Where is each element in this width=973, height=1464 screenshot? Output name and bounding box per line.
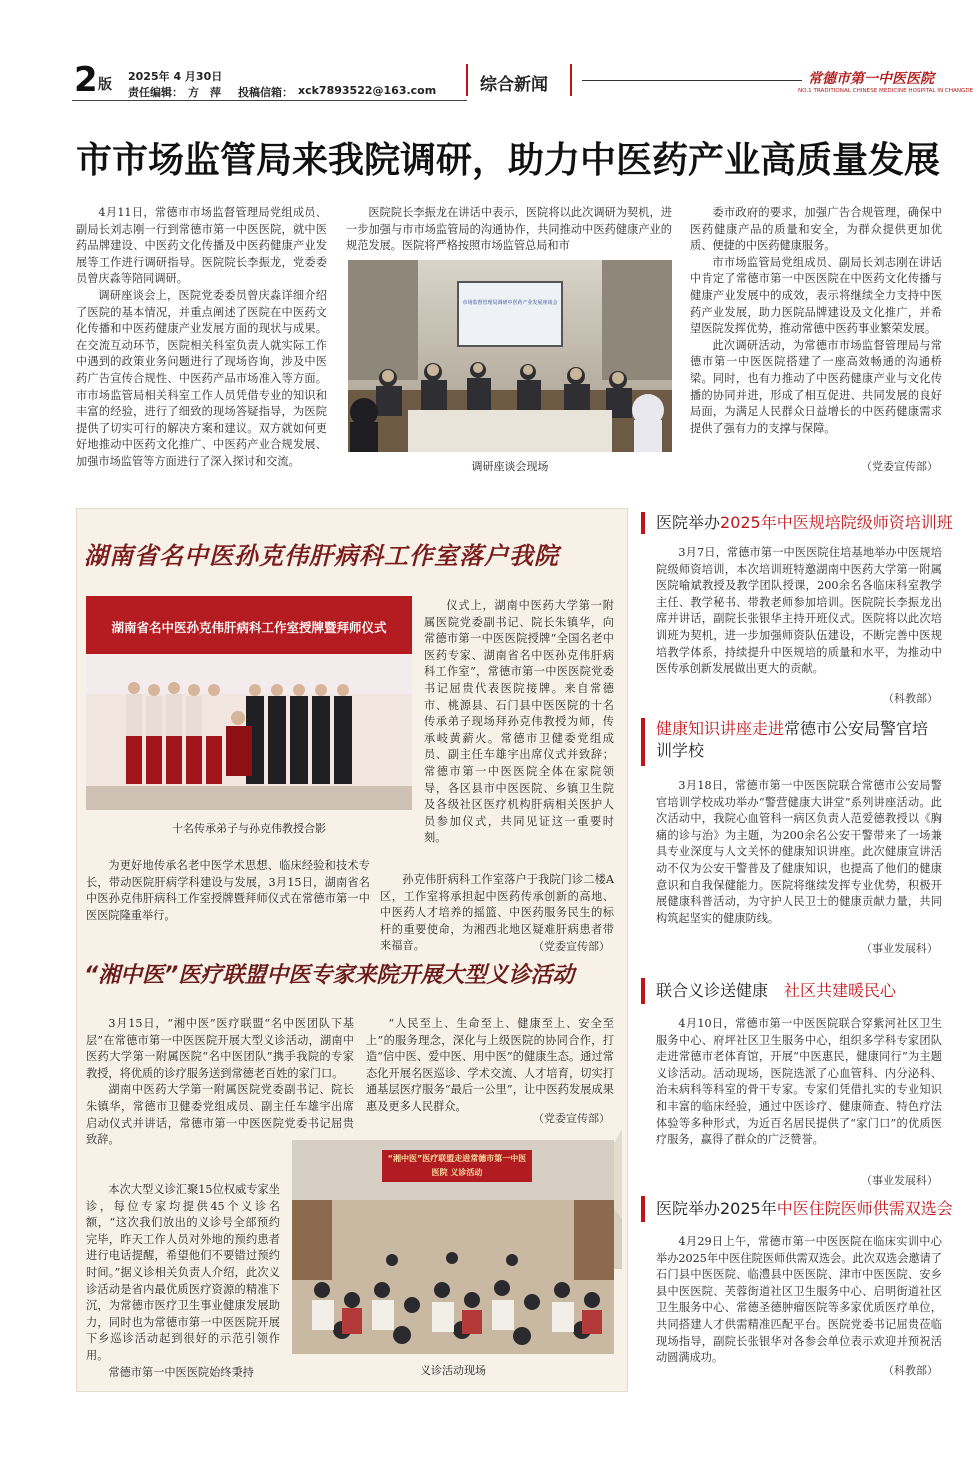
meeting-photo-illustration <box>348 260 672 452</box>
box2-col1-text <box>86 1016 354 1149</box>
section-title: 综合新闻 <box>480 75 548 95</box>
side4-body <box>656 1234 942 1367</box>
side3-para: 4月10日，常德市第一中医医院联合穿紫河社区卫生服务中心、府坪社区卫生服务中心，组织多学科专家团队走进常德市老体育馆，开展“中医惠民，健康同行”为主题义诊活动。活动现场，医院选派了心血管科、内分泌科、治未病科等科室的骨干专家。专家们凭借扎实的专业知识和丰富的临床经验，通过中医诊疗、健康筛查、特色疗法体验等多种形式，为近百名居民提供了“家门口”的优质医疗服务，赢得了群众的广泛赞誉。 <box>656 1017 942 1147</box>
side2-title-suffix: 常德市公安局警官培训学校 <box>656 719 929 760</box>
box2-source: （党委宣传部） <box>533 1112 610 1125</box>
issue-date: 2025年 4 月30日 <box>128 70 223 83</box>
side3-accent-bar <box>641 978 645 1004</box>
editor-label: 责任编辑： <box>128 86 183 99</box>
box1-headline: 湖南省名中医孙克伟肝病科工作室落户我院 <box>84 542 559 570</box>
side3-source: （事业发展科） <box>861 1174 938 1187</box>
side4-accent-bar <box>641 1196 645 1222</box>
clinic-banner-text: “湘中医”医疗联盟走进常德市第一中医医院 义诊活动 <box>387 1154 527 1177</box>
main-headline: 市市场监管局来我院调研，助力中医药产业高质量发展 <box>76 140 941 181</box>
side2-source: （事业发展科） <box>861 942 938 955</box>
masthead <box>72 60 973 102</box>
box2-col1b-text <box>86 1182 280 1381</box>
header-pipe-right <box>570 64 572 96</box>
page-number: 2 <box>74 60 98 100</box>
meeting-photo <box>348 260 672 452</box>
side4-title-red: 中医住院医师供需双选会 <box>776 1199 953 1218</box>
side3-title <box>656 980 944 1002</box>
box1-bottom-para: 孙克伟肝病科工作室落户于我院门诊二楼A区，工作室将承担起中医药传承创新的高地、中医药人才培养的摇篮、中医药服务民生的标杆的重要使命，为湘西北地区疑难肝病患者带来福音。 <box>380 873 614 953</box>
screen-text: 市场监督管理局调研中医药产业发展座谈会 <box>462 300 558 306</box>
main-article-col2 <box>346 205 672 255</box>
page-suffix: 版 <box>98 77 112 93</box>
email-address: xck7893522@163.com <box>298 84 437 97</box>
side1-body <box>656 545 942 678</box>
main-col3-para: 市市场监管局党组成员、副局长刘志刚在讲话中肯定了常德市第一中医医院在中医药文化传播与健康产业发展中的成效，表示将继续全力支持中医药产业发展，助力医院品牌建设及文化推广，并希望医院发挥优势，推动常德中医药事业繁荣发展。 <box>690 255 942 336</box>
side2-para: 3月18日，常德市第一中医医院联合常德市公安局警官培训学校成功举办“警营健康大讲堂”系列讲座活动。此次活动中，我院心血管科一病区负责人范爱德教授以《胸痛的诊与治》为主题，为200余名公安干警带来了一场兼具专业深度与人文关怀的健康知识讲座。此次健康宣讲活动不仅为公安干警普及了健康知识，也提高了他们的健康意识和自我保健能力。医院将继续发挥专业优势，积极开展健康科普活动，为守护人民卫士的健康贡献力量，共同构筑起坚实的健康防线。 <box>656 779 942 925</box>
box2-col1b-para: 常德市第一中医医院始终秉持 <box>108 1365 254 1379</box>
main-article-source: （党委宣传部） <box>861 460 938 473</box>
box1-left-text <box>86 858 370 924</box>
main-article-col1 <box>76 205 327 471</box>
side4-source: （科教部） <box>883 1364 938 1377</box>
box1-source: （党委宣传部） <box>533 940 610 953</box>
box2-col1-para: 湖南中医药大学第一附属医院党委副书记、院长朱镇华，常德市卫健委党组成员、副主任车雄宇出席启动仪式并讲话，常德市第一中医医院党委书记屈贵致辞。 <box>86 1083 354 1147</box>
main-article-col3 <box>690 205 942 437</box>
header-divider-left <box>72 100 467 101</box>
box2-col2-text <box>366 1016 614 1116</box>
header-pipe-left <box>466 64 468 96</box>
side3-title-prefix: 联合义诊送健康 <box>656 981 785 1000</box>
ceremony-banner-text: 湖南省名中医孙克伟肝病科工作室授牌暨拜师仪式 <box>111 620 387 635</box>
side2-body <box>656 778 942 927</box>
side1-title-prefix: 医院举办 <box>656 513 721 532</box>
side4-title <box>656 1198 953 1220</box>
box2-col2-para: “人民至上、生命至上、健康至上、安全至上”的服务理念，深化与上级医院的协同合作，打造“信中医、爱中医、用中医”的健康生态。通过常态化开展名医巡诊、学术交流、人才培育，切实打通基层医疗服务“最后一公里”，让中医药发展成果惠及更多人民群众。 <box>366 1017 614 1113</box>
email-label: 投稿信箱： <box>238 86 293 99</box>
main-col3-para: 此次调研活动，为常德市市场监督管理局与常德市第一中医医院搭建了一座高效畅通的沟通桥梁。同时，也有力推动了中医药健康产业与文化传播的协同并进，形成了相互促进、共同发展的良好局面，为满足人民群众日益增长的中医药健康需求提供了强有力的支撑与保障。 <box>690 338 942 435</box>
box1-right-para: 仪式上，湖南中医药大学第一附属医院党委副书记、院长朱镇华，向常德市第一中医医院授牌“全国名老中医药专家、湖南省名中医孙克伟肝病科工作室”，常德市第一中医医院党委书记屈贵代表医院接牌。来自常德市、桃源县、石门县中医医院的十名传承弟子现场拜孙克伟教授为师，传承岐黄薪火。常德市卫健委党组成员、副主任车雄宇出席仪式并致辞；常德市第一中医医院全体在家院领导，各区县市中医医院、乡镇卫生院及各级社区医疗机构肝病相关医护人员参加仪式，共同见证这一重要时刻。 <box>424 599 614 845</box>
box2-col1b-para: 本次大型义诊汇聚15位权威专家坐诊，每位专家均提供45个义诊名额，“这次我们放出的义诊号全部预约完毕，昨天工作人员对外地的预约患者进行电话提醒，希望他们不要错过预约时间。”据义诊相关负责人介绍，此次义诊活动是省内最优质医疗资源的精准下沉，为常德市医疗卫生事业健康发展助力，同时也为常德市第一中医医院开展下乡巡诊活动起到很好的示范引领作用。 <box>86 1183 280 1362</box>
side1-title <box>656 512 953 534</box>
ceremony-photo <box>86 596 412 810</box>
box2-col1-para: 3月15日，“湘中医”医疗联盟“名中医团队下基层”在常德市第一中医医院开展大型义诊活动，湖南中医药大学第一附属医院“名中医团队”携手我院的专家教授，将优质的诊疗服务送到常德老百姓的家门口。 <box>86 1017 354 1080</box>
main-col1-para: 4月11日，常德市市场监督管理局党组成员、副局长刘志刚一行到常德市第一中医医院，就中医药品牌建设、中医药文化传播及中医药健康产业发展等工作进行调研指导。医院院长李振龙，党委委员曾庆淼等陪同调研。 <box>76 206 327 286</box>
side2-accent-bar <box>641 718 645 766</box>
side3-body <box>656 1016 942 1149</box>
side3-title-red: 社区共建暖民心 <box>784 981 897 1000</box>
side1-para: 3月7日，常德市第一中医医院住培基地举办中医规培院级师资培训，本次培训班特邀湖南中医药大学第一附属医院喻斌教授及教学团队授课，200余名各临床科室教学主任、教学秘书、带教老师参加培训。医院院长李振龙出席并讲话，副院长张银华主持开班仪式。医院将以此次培训班为契机，进一步加强师资队伍建设，不断完善中医规培教学体系，持续提升中医规培的质量和水平，为推动中医传承创新发展做出更大的贡献。 <box>656 546 942 676</box>
side4-para: 4月29日上午，常德市第一中医医院在临床实训中心举办2025年中医住院医师供需双选会。此次双选会邀请了石门县中医医院、临澧县中医医院、津市中医医院、安乡县中医医院、芙蓉街道社区卫生服务中心、启明街道社区卫生服务中心、常德圣德肿瘤医院等多家优质医疗单位，共同搭建人才供需精准匹配平台。医院党委书记屈贵莅临现场指导，副院长张银华对各参会单位表示欢迎并预祝活动圆满成功。 <box>656 1235 942 1365</box>
side1-source: （科教部） <box>883 692 938 705</box>
main-col1-para: 调研座谈会上，医院党委委员曾庆淼详细介绍了医院的基本情况，并重点阐述了医院在中医药文化传播和中医药健康产业发展方面的现状与成果。在交流互动环节，医院相关科室负责人就实际工作中遇到的政策业务问题进行了现场咨询，涉及中医药广告宣传合规性、中医药产品市场准入等方面。市市场监管局相关科室工作人员凭借专业的知识和丰富的经验，进行了细致的现场答疑指导，为医院提供了切实可行的解决方案和建议。双方就如何更好地推动中医药文化推广、中医药产业合规发展、加强市场监管等方面进行了深入探讨和交流。 <box>76 288 327 468</box>
ceremony-photo-caption: 十名传承弟子与孙克伟教授合影 <box>172 822 326 835</box>
meeting-photo-caption: 调研座谈会现场 <box>471 460 549 473</box>
main-col3-para: 委市政府的要求，加强广告合规管理，确保中医药健康产品的质量和安全，为群众提供更加优质、便捷的中医药健康服务。 <box>690 206 942 253</box>
header-rule-right <box>582 80 802 81</box>
hospital-english-name: NO.1 TRADITIONAL CHINESE MEDICINE HOSPITAL IN CHANGDE <box>798 88 973 94</box>
side2-title <box>656 718 944 762</box>
side4-title-prefix: 医院举办2025年 <box>656 1199 777 1218</box>
side1-accent-bar <box>641 512 645 534</box>
editor-name: 方 萍 <box>188 86 221 99</box>
clinic-photo-caption: 义诊活动现场 <box>420 1364 486 1377</box>
box1-left-para: 为更好地传承名老中医学术思想、临床经验和技术专长，带动医院肝病学科建设与发展，3月15日，湖南省名中医孙克伟肝病科工作室授牌暨拜师仪式在常德市第一中医医院隆重举行。 <box>86 859 370 922</box>
side1-title-red: 2025年中医规培院级师资培训班 <box>720 513 953 532</box>
box2-headline: “湘中医”医疗联盟中医专家来院开展大型义诊活动 <box>84 963 575 988</box>
hospital-logo-text: 常德市第一中医医院 <box>808 71 934 87</box>
clinic-photo <box>292 1140 614 1354</box>
box1-right-text <box>424 598 614 847</box>
main-col2-para: 医院院长李振龙在讲话中表示，医院将以此次调研为契机，进一步加强与市市场监管局的沟通协作，共同推动中医药健康产业的规范发展。医院将严格按照市场监管总局和市 <box>346 206 672 253</box>
side2-title-red: 健康知识讲座走进 <box>656 719 785 738</box>
